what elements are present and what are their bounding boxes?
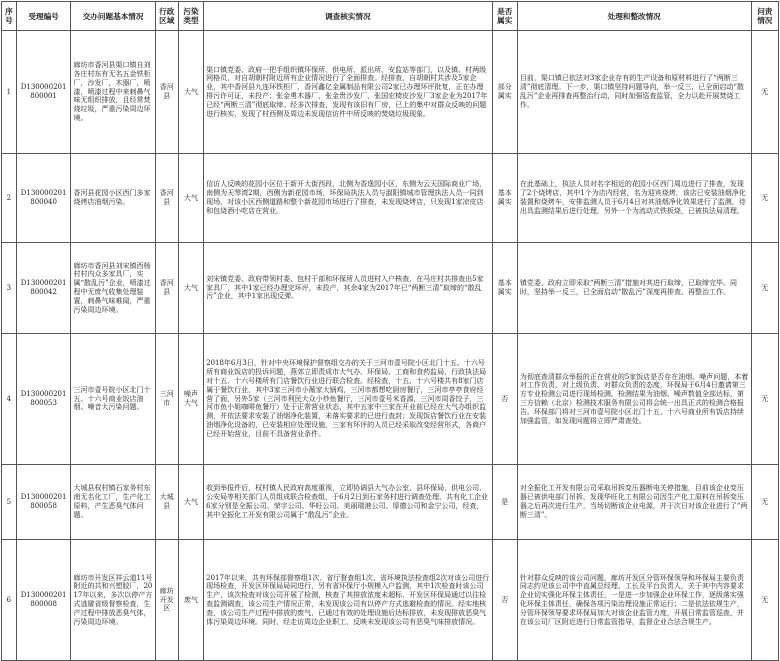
row-id: D130000201800053 [16,334,71,465]
header-handling: 处理和整改情况 [517,2,751,31]
row-verified: 基本属实 [492,243,517,334]
row-accountability: 无 [751,31,778,154]
row-no: 6 [2,540,17,661]
row-investigation: 收到举报件后，权村镇人民政府高度重视，立即协调县大气办公室、县环保局、供电公司、公安局等相关部门人员组成联合检查组，于6月2日到石家务村进行调查处理，共有化工企业6家分别是全振公司、荣宇公司、华旺公司、美丽瑞港公司、厚德公司和金宁公司，经查，其中全振化工开发有限公司属于“散乱污”企业。 [204,465,492,540]
row-handling: 目前，渠口镇已依法对3家企业存有的生产设备和原材料进行了“两断三清”彻底清理。下一步，渠口镇坚持问题导向，举一反三，已全面启动“散乱污”企业再排查再整治行动，同时加强巡查监管，全力以赴开展焚烧工作。 [517,31,751,154]
row-id: D130000201800001 [16,31,71,154]
row-region: 香河县 [155,154,178,243]
row-id: D130000201800008 [16,540,71,661]
row-verified: 是 [492,465,517,540]
row-handling: 为彻底查清群众举报的正在营业的5家饭店是否存在油烟、噪声问题，本着对工作负责，对上级负责、对群众负责的态度，环保局于6月4日邀请第三方专业检测公司进行现场检测。检测结果为油烟、噪声数值全部达标，第三方信赖（北京）检测技术服务有限公司将会统一出具正式的检测合格报告。环保部门将对三河市壹号院小区北门十五、十六号商业所有饭店持续加强监管，如发现问题将立即严肃查处。 [517,334,751,465]
table-row [2,465,779,540]
table-row [2,243,779,334]
row-type: 噪声大气 [178,334,203,465]
row-no: 3 [2,243,17,334]
row-type: 大气 [178,243,203,334]
row-no: 1 [2,31,17,154]
header-id: 受理编号 [16,2,71,31]
row-id: D130000201800058 [16,465,71,540]
table-header-row [2,2,779,31]
table-row [2,154,779,243]
row-investigation: 信访人反映的花园小区位于新开大街西段，北侧为香逸园小区，东侧为云天国际商业广场，南侧为天琴湾2期，西侧为新花园市场，环保局执法人员与淑阳镇城市管理执法人员一同到现场，对该小区西侧道路和整个新花园市场进行了排查，未发现烧烤店，只发现1家凉皮店和包烧酒小吃店在营业。 [204,154,492,243]
row-type: 大气 [178,154,203,243]
row-type: 大气 [178,31,203,154]
row-handling: 对全振化工开发有限公司采取吊拆变压器断电关停措施，目前该企业变压器已被供电部门吊拆，发现华旺化工有限公司因生产化工原料在吊拆变压器之后再次进行生产，当场切断该企业电源，并于次日对该企业进行了“两断三清”。 [517,465,751,540]
header-no: 序号 [2,2,17,31]
row-handling: 在此基础上，执法人员对名字相近的花园小区西门周边进行了排查，发现了2个烧烤店，其中1个为店内经营，名为迎宾烧烤，该店已安装油烟净化装置和烧烤车，安排监测人员于6月4日对其油烟净化效果进行了监测，待出具监测结果后进行处理，另外一个为流动式铁板烧，已被执法局清理。 [517,154,751,243]
complaint-table [1,1,779,661]
row-type: 废气 [178,540,203,661]
row-region: 香河县 [155,243,178,334]
row-verified: 否 [492,540,517,661]
row-handling: 镇党委、政府立即采取“两断三清”措施对其进行取缔，已取缔完毕。同时，坚持举一反三，已全面启动“散乱污”深度再排查、再整治工作。 [517,243,751,334]
row-no: 2 [2,154,17,243]
row-investigation: 渠口镇党委、政府一把手组织镇环保所、供电所、派出所、安监站等部门，以及镇、村两级网格员，对自胡朝村附近所有企业情况进行了全面排查。经排查，自胡朝村共涉及5家企业，其中香河县九连环铁柜厂，香河鑫亿金属制品有限公司2家已办理环评批复，正在办理排污许可证，未投产；张金勇木器厂、张金贵沙发厂、张国宏椅皮沙发厂3家企业为2017年已经“两断三清”彻底取缔。经多次排查，发现有该旧有厂房，已上的集中对群众反映的问题进行核实，发现了村西侧及周边未发现信访件中所反映的焚烧垃圾现象。 [204,31,492,154]
row-id: D130000201800040 [16,154,71,243]
table-row [2,334,779,465]
row-investigation: 2018年6月3日，针对中央环境保护督察组交办的关于三河市壹号院小区北门十五、十六号所有商业饭店的投诉问题，燕郊立即责成市大气办、环保局、工商和食药监局，行政执法局对十五、十六号楼所有门店餐饮行业进行联合检查。经检查，十五、十六号楼共有8家门店属于餐饮行业，其中3家三河市小薇家大锅鸡，三河市都想吃厨房餐厅，三河市亭亭食府经营了面，另外5家（三河市利民大众小炒鱼餐厅，三河市壹号米香源，三河市周香饺子，三河市鱼小姐咖啡鱼餐厅）处于正常营业状态，其中五家中三家在开业前已经在大气办组织监测，并依法要求安装了油烟净化装置，未落实要求的已进行查封；发现饭店餐饮行业在安装油烟净化设备的，已安装相应处理设施，三家有环评的人员已经采取改变经营形式，各商户已经开始营业，目前不具备营业条件。 [204,334,492,465]
row-verified: 部分属实 [492,31,517,154]
row-problem: 三河市壹号院小区北门十五、十六号商业饭店油烟、噪音大污染问题。 [71,334,155,465]
row-problem: 廊坊市开发区祥云道11号附近的共和兴塑胶厂，2017年以来，多次以停产方式逃避省级督察检查，生产过程中排放恶臭气体，污染周边环境。 [71,540,155,661]
row-problem: 廊坊市香河县刘宋镇西杨村村内众多家具厂，实属“散乱污”企业，喷漆过程中无废气收集处理装置，刺鼻气味难闻，严重污染周边环境。 [71,243,155,334]
table-row [2,31,779,154]
header-type: 污染类型 [178,2,203,31]
row-region: 香河县 [155,31,178,154]
row-accountability: 无 [751,243,778,334]
row-handling: 针对群众反映的该公司问题，廊坊开发区分管环保领导和环保局主要负责同志约见该公司中中直属总经理、工长及平台负责人，关于其中内容要求企业切实强化环保主体责任，一是进一步加强企业环保工作，逐级落实强化环保主体责任，确保各项污染治理设施正常运行；二是依法依规生产，分管环保领导要求环保局加大对该企业监管力度，开展日常监管巡查，并在该公司厂区附近进行日常监管指导，监督企业合法合规生产。 [517,540,751,661]
row-id: D130000201800042 [16,243,71,334]
header-problem: 交办问题基本情况 [71,2,155,31]
row-investigation: 刘宋镇党委、政府带领村委、包村干部和环保所人员进村入户核查，在马庄村共排查出5家家具厂，其中1家已经办理完环评，未投产，其余4家为2017年已“两断三清”取缔的“散乱污”企业，其中1家出现反弹。 [204,243,492,334]
header-investigation: 调查核实情况 [204,2,492,31]
row-accountability: 无 [751,154,778,243]
table-row [2,540,779,661]
row-accountability: 无 [751,334,778,465]
row-investigation: 2017年以来，共有环保部督察组1次、省厅督查组1次、省环境执法检查组2次对该公司进行现场检查，开发区环保局局同进行，另有省环保厅小规模入户监测，其中1次检查时该公司生产，该次检查对该公司开展了检测，核查了其排放浓度未超标，开发区环保局通过以往检查监测调查，该公司生产情况正常，未发现该公司有以停产方式逃避检查的情况。经实地核查，该公司生产过程中排放的废气，已通过有效的处理设施后达标排放，未发现排放恶臭气体污染周边环境。同时，经走访周边企业职工，反映未发现该公司有恶臭气味排放情况。 [204,540,492,661]
row-problem: 香河县花园小区西门多家烧烤店油烟污染。 [71,154,155,243]
row-problem: 廊坊市香河县渠口镇自刘各庄村东有无名五金铁柜厂，沙发厂，木器厂，喷漆，喷漆过程中来刺鼻气味无组织排放，且经常焚烧垃圾，严重污染周边环境。 [71,31,155,154]
row-region: 大城县 [155,465,178,540]
row-region: 三河市 [155,334,178,465]
row-type: 大气 [178,465,203,540]
row-verified: 否 [492,334,517,465]
row-problem: 大城县权村镇石家务村东南无名化工厂，生产化工原料，产生恶臭气体问题。 [71,465,155,540]
row-accountability: 无 [751,540,778,661]
row-verified: 基本属实 [492,154,517,243]
row-accountability: 无 [751,465,778,540]
row-no: 5 [2,465,17,540]
header-region: 行政区域 [155,2,178,31]
row-no: 4 [2,334,17,465]
header-accountability: 问责情况 [751,2,778,31]
header-verified: 是否属实 [492,2,517,31]
row-region: 廊坊开发区 [155,540,178,661]
